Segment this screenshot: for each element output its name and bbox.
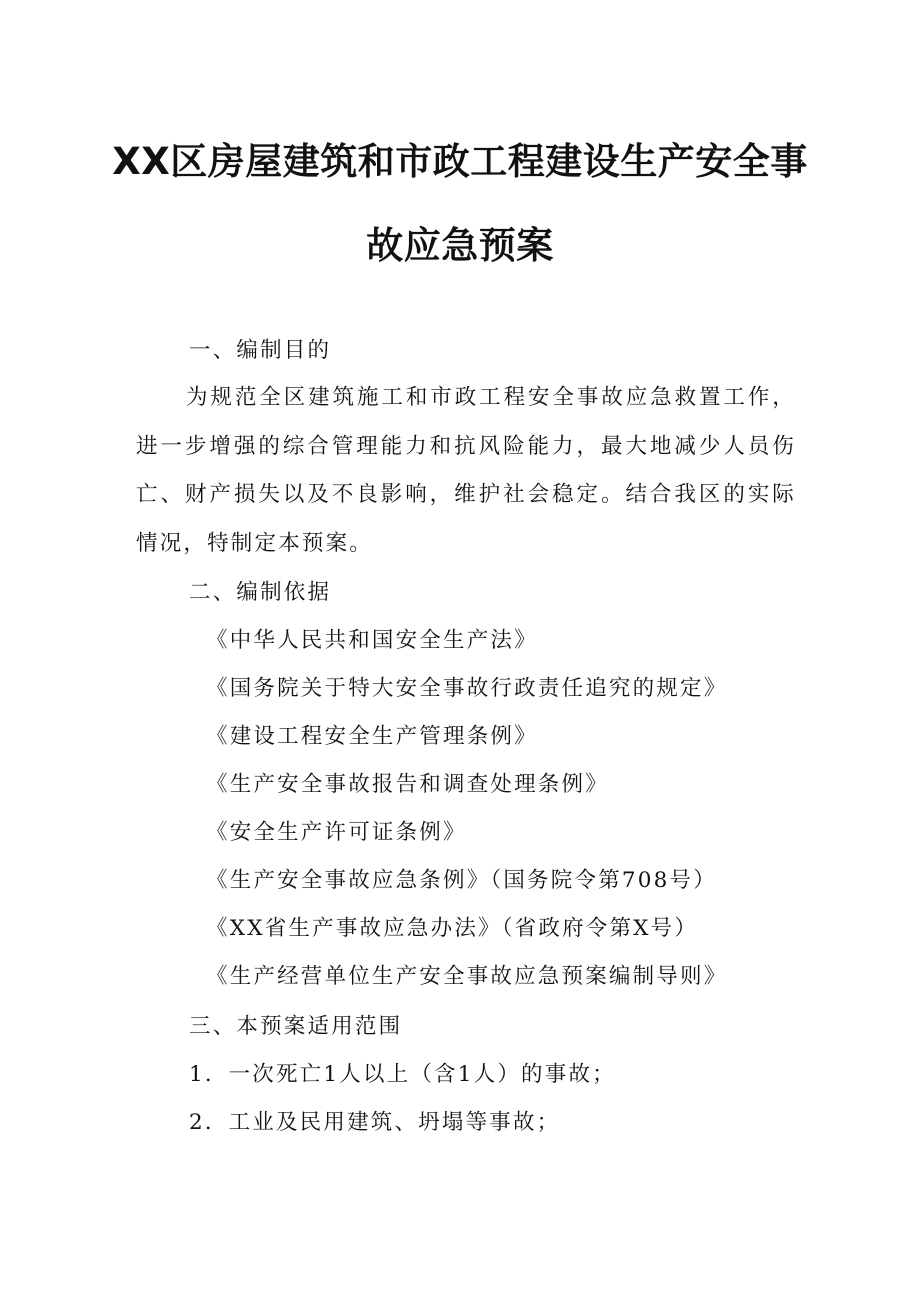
basis-law-item: 《生产安全事故应急条例》（国务院令第708号） bbox=[206, 868, 717, 893]
section-heading-purpose: 一、编制目的 bbox=[189, 338, 332, 363]
basis-law-item: 《安全生产许可证条例》 bbox=[206, 820, 467, 845]
basis-law-item: 《XX省生产事故应急办法》（省政府令第X号） bbox=[206, 916, 699, 941]
basis-law-item: 《生产经营单位生产安全事故应急预案编制导则》 bbox=[206, 964, 728, 989]
basis-law-item: 《建设工程安全生产管理条例》 bbox=[206, 724, 538, 749]
section-heading-scope: 三、本预案适用范围 bbox=[189, 1014, 403, 1039]
document-title-line-2: 故应急预案 bbox=[366, 224, 554, 267]
scope-list-item: 2．工业及民用建筑、坍塌等事故； bbox=[189, 1110, 561, 1135]
basis-law-item: 《国务院关于特大安全事故行政责任追究的规定》 bbox=[206, 676, 728, 701]
scope-list-item: 1．一次死亡1人以上（含1人）的事故； bbox=[189, 1062, 616, 1087]
basis-law-item: 《生产安全事故报告和调查处理条例》 bbox=[206, 772, 609, 797]
purpose-paragraph: 为规范全区建筑施工和市政工程安全事故应急救置工作，进一步增强的综合管理能力和抗风险能力，最大地减少人员伤亡、财产损失以及不良影响，维护社会稳定。结合我区的实际情况，特制定本预案。 bbox=[136, 385, 796, 556]
section-heading-basis: 二、编制依据 bbox=[189, 580, 332, 605]
basis-law-item: 《中华人民共和国安全生产法》 bbox=[206, 628, 538, 653]
document-title-line-1: XX区房屋建筑和市政工程建设生产安全事 bbox=[112, 140, 808, 183]
